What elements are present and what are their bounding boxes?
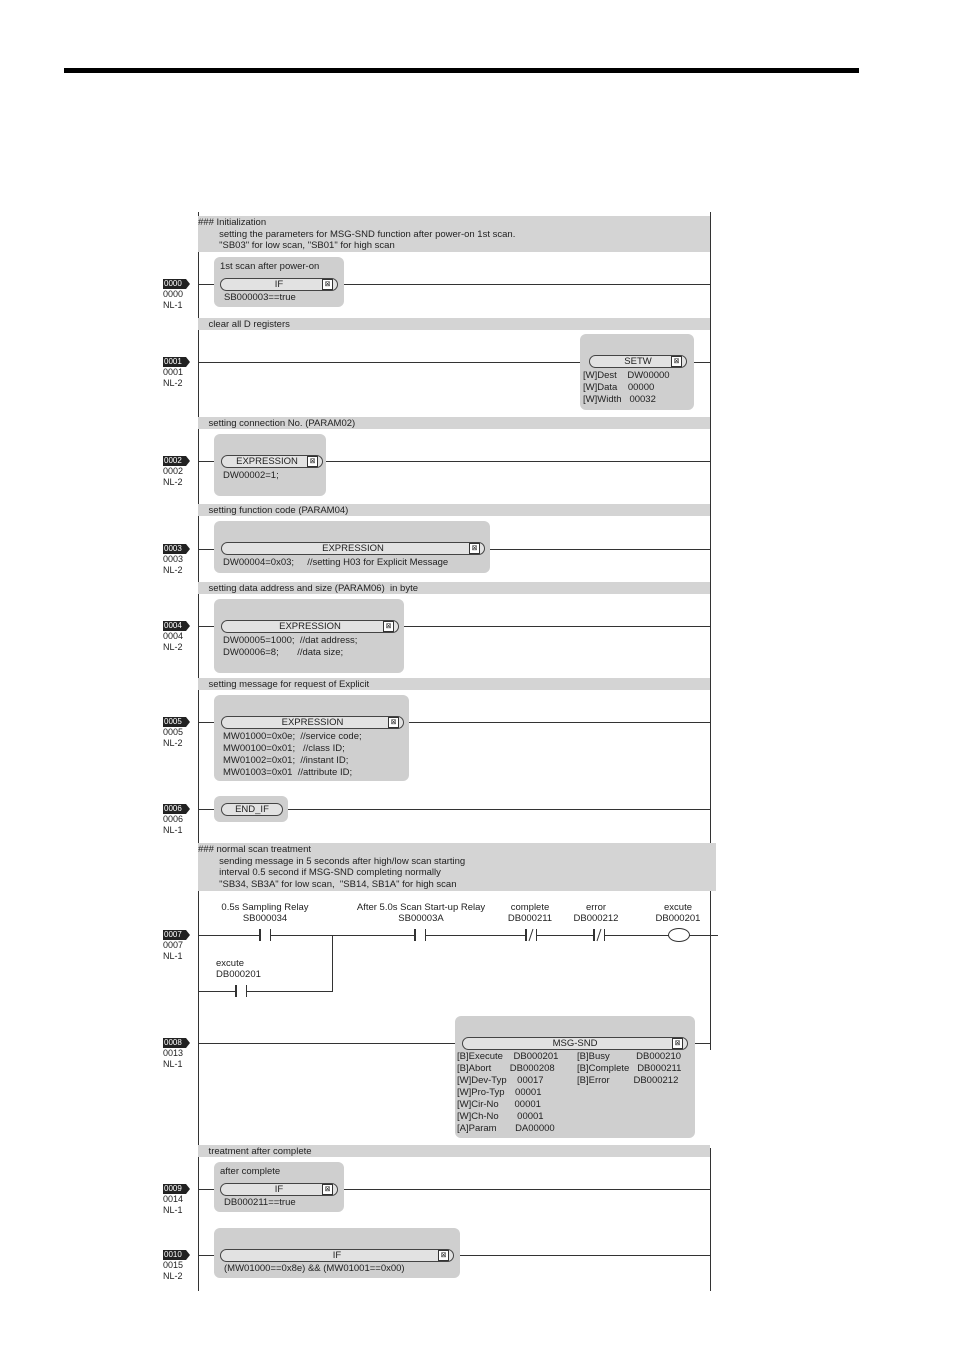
no-contact-startup[interactable]	[414, 929, 426, 941]
coil-comment: excute	[664, 902, 692, 913]
rung-nest-level: NL-1	[163, 951, 183, 961]
right-power-rail-lower	[710, 1148, 711, 1291]
contact-address: SB000034	[242, 913, 288, 924]
block-title: END_IF	[235, 804, 269, 815]
block-condition: SB000003==true	[224, 292, 296, 303]
comment-band-conn	[198, 417, 710, 429]
expression-block[interactable]	[214, 695, 409, 781]
rung-nest-level: NL-2	[163, 642, 183, 652]
rung-tag: 0006	[163, 804, 186, 814]
block-param: [A]Param DA00000	[457, 1123, 555, 1134]
rung-line	[199, 935, 718, 936]
rung-0005[interactable]	[163, 717, 199, 749]
comment-band-clear	[198, 318, 710, 330]
rung-tag: 0000	[163, 279, 186, 289]
zoom-icon[interactable]: ⊠	[438, 1250, 449, 1261]
band-line: setting connection No. (PARAM02)	[198, 418, 356, 429]
rung-number: 0006	[163, 814, 184, 824]
comment-band-init	[198, 216, 710, 252]
rung-number: 0002	[163, 466, 184, 476]
contact-label	[348, 902, 494, 924]
zoom-icon[interactable]: ⊠	[469, 543, 480, 554]
expression-line: DW00006=8; //data size;	[223, 647, 344, 658]
contact-address: DB000212	[573, 913, 619, 924]
block-param: [W]Dest DW00000	[583, 370, 670, 381]
right-power-rail	[710, 212, 711, 1050]
expression-block[interactable]	[214, 434, 326, 496]
block-title: MSG-SND	[552, 1038, 598, 1049]
contact-comment: After 5.0s Scan Start-up Relay	[356, 902, 486, 913]
expression-block[interactable]	[214, 599, 404, 673]
contact-label	[500, 902, 560, 924]
rung-0009[interactable]	[163, 1184, 199, 1216]
rung-nest-level: NL-1	[163, 825, 183, 835]
expression-line: MW01003=0x01 //attribute ID;	[223, 767, 353, 778]
comment-band-treat	[198, 1145, 710, 1157]
band-line: ### normal scan treatment	[198, 844, 312, 855]
band-line: interval 0.5 second if MSG-SND completing normally	[198, 867, 441, 878]
nc-slash-icon	[596, 928, 602, 942]
output-coil[interactable]	[668, 928, 690, 942]
band-line: treatment after complete	[198, 1146, 312, 1157]
band-line: setting data address and size (PARAM06) in byte	[198, 583, 419, 594]
block-comment: 1st scan after power-on	[220, 261, 320, 272]
contact-address: DB000201	[216, 969, 261, 980]
block-title: EXPRESSION	[236, 456, 298, 467]
rung-number: 0000	[163, 289, 184, 299]
band-line: clear all D registers	[198, 319, 290, 330]
rung-tag: 0008	[163, 1038, 186, 1048]
rung-tag: 0005	[163, 717, 186, 727]
comment-band-func	[198, 504, 710, 516]
rung-nest-level: NL-1	[163, 300, 183, 310]
block-param: [W]Cir-No 00001	[457, 1099, 541, 1110]
block-title: SETW	[624, 356, 652, 367]
contact-label	[566, 902, 626, 924]
expression-line: DW00004=0x03; //setting H03 for Explicit Message	[223, 557, 449, 568]
rung-nest-level: NL-2	[163, 1271, 183, 1281]
rung-0000[interactable]	[163, 279, 199, 311]
block-param: [W]Width 00032	[583, 394, 656, 405]
expression-line: MW01000=0x0e; //service code;	[223, 731, 362, 742]
block-param: [B]Abort DB000208	[457, 1063, 555, 1074]
expression-line: MW01002=0x01; //instant ID;	[223, 755, 349, 766]
expression-line: DW00002=1;	[223, 470, 279, 481]
expression-instruction[interactable]	[221, 542, 485, 555]
expression-line: MW00100=0x01; //class ID;	[223, 743, 345, 754]
nc-contact-error[interactable]	[593, 929, 605, 941]
zoom-icon[interactable]: ⊠	[307, 456, 318, 467]
if-block[interactable]	[214, 1228, 460, 1278]
rung-nest-level: NL-2	[163, 477, 183, 487]
rung-nest-level: NL-2	[163, 378, 183, 388]
band-line: sending message in 5 seconds after high/low scan starting	[198, 855, 466, 867]
comment-band-addr	[198, 582, 710, 594]
coil-address: DB000201	[655, 913, 701, 924]
rung-nest-level: NL-1	[163, 1205, 183, 1215]
nc-contact-complete[interactable]	[525, 929, 537, 941]
rung-0006[interactable]	[163, 804, 199, 836]
rung-tag: 0007	[163, 930, 186, 940]
rung-number: 0014	[163, 1194, 184, 1204]
zoom-icon[interactable]: ⊠	[671, 356, 682, 367]
block-param: [B]Error DB000212	[577, 1075, 679, 1086]
contact-comment: 0.5s Sampling Relay	[221, 902, 309, 913]
zoom-icon[interactable]: ⊠	[383, 621, 394, 632]
rung-0007[interactable]	[163, 930, 199, 962]
rung-0002[interactable]	[163, 456, 199, 488]
block-condition: (MW01000==0x8e) && (MW01001==0x00)	[224, 1263, 405, 1274]
end-if-block[interactable]	[214, 796, 288, 822]
end-if-instruction[interactable]	[221, 803, 283, 816]
rung-0004[interactable]	[163, 621, 199, 653]
rung-number: 0001	[163, 367, 184, 377]
rung-tag: 0009	[163, 1184, 186, 1194]
rung-number: 0003	[163, 554, 184, 564]
if-block[interactable]	[214, 257, 344, 307]
contact-label	[210, 902, 320, 924]
band-line: "SB34, SB3A" for low scan, "SB14, SB1A" for high scan	[198, 878, 457, 890]
block-param: [W]Dev-Typ 00017	[457, 1075, 544, 1086]
rung-0003[interactable]	[163, 544, 199, 576]
expression-block[interactable]	[214, 521, 490, 573]
rung-tag: 0001	[163, 357, 186, 367]
contact-comment: excute	[216, 958, 244, 969]
rung-number: 0005	[163, 727, 184, 737]
rung-tag: 0004	[163, 621, 186, 631]
block-param: [W]Ch-No 00001	[457, 1111, 544, 1122]
coil-label	[648, 902, 708, 924]
setw-instruction[interactable]	[589, 355, 687, 368]
block-title: EXPRESSION	[281, 717, 344, 728]
block-param: [B]Busy DB000210	[577, 1051, 682, 1062]
expression-instruction[interactable]	[221, 716, 404, 729]
rung-nest-level: NL-1	[163, 1059, 183, 1069]
setw-block[interactable]	[580, 334, 694, 410]
rung-0008[interactable]	[163, 1038, 199, 1070]
block-title: EXPRESSION	[322, 543, 384, 554]
zoom-icon[interactable]: ⊠	[672, 1038, 683, 1049]
band-line: setting function code (PARAM04)	[198, 505, 349, 516]
block-param: [W]Data 00000	[583, 382, 655, 393]
comment-band-msg	[198, 678, 710, 690]
band-line: setting the parameters for MSG-SND function after power-on 1st scan.	[198, 228, 516, 240]
comment-band-normal	[198, 843, 716, 891]
zoom-icon[interactable]: ⊠	[322, 1184, 333, 1195]
rung-number: 0007	[163, 940, 184, 950]
if-block[interactable]	[214, 1162, 344, 1212]
block-param: [B]Execute DB000201	[457, 1051, 559, 1062]
contact-comment: error	[585, 902, 607, 913]
contact-address: DB000211	[507, 913, 553, 924]
rung-number: 0004	[163, 631, 184, 641]
if-instruction[interactable]	[220, 1183, 338, 1196]
block-condition: DB000211==true	[224, 1197, 296, 1208]
block-title: IF	[332, 1250, 342, 1261]
block-title: IF	[274, 279, 284, 290]
msg-snd-block[interactable]	[455, 1016, 695, 1138]
expression-line: DW00005=1000; //dat address;	[223, 635, 358, 646]
block-param: [W]Pro-Typ 00001	[457, 1087, 542, 1098]
expression-instruction[interactable]	[221, 455, 323, 468]
block-param: [B]Complete DB000211	[577, 1063, 682, 1074]
if-instruction[interactable]	[220, 1249, 454, 1262]
block-title: IF	[274, 1184, 284, 1195]
branch-vertical	[332, 935, 333, 992]
if-instruction[interactable]	[220, 278, 338, 291]
rung-line-branch	[199, 991, 332, 992]
band-line: ### Initialization	[198, 217, 267, 228]
no-contact-sampling[interactable]	[259, 929, 271, 941]
contact-label	[216, 958, 261, 980]
rung-number: 0013	[163, 1048, 184, 1058]
zoom-icon[interactable]: ⊠	[388, 717, 399, 728]
contact-comment: complete	[510, 902, 550, 913]
rung-tag: 0003	[163, 544, 186, 554]
contact-address: SB00003A	[398, 913, 444, 924]
rung-nest-level: NL-2	[163, 565, 183, 575]
rung-number: 0015	[163, 1260, 184, 1270]
msg-snd-instruction[interactable]	[462, 1037, 688, 1050]
rung-0010[interactable]	[163, 1250, 199, 1282]
rung-nest-level: NL-2	[163, 738, 183, 748]
band-line: "SB03" for low scan, "SB01" for high scan	[198, 240, 395, 251]
block-title: EXPRESSION	[279, 621, 341, 632]
zoom-icon[interactable]: ⊠	[322, 279, 333, 290]
block-comment: after complete	[220, 1166, 281, 1177]
expression-instruction[interactable]	[221, 620, 399, 633]
rung-0001[interactable]	[163, 357, 199, 389]
no-contact-excute[interactable]	[235, 985, 247, 997]
rung-tag: 0010	[163, 1250, 186, 1260]
nc-slash-icon	[528, 928, 534, 942]
rung-tag: 0002	[163, 456, 186, 466]
band-line: setting message for request of Explicit	[198, 679, 370, 690]
